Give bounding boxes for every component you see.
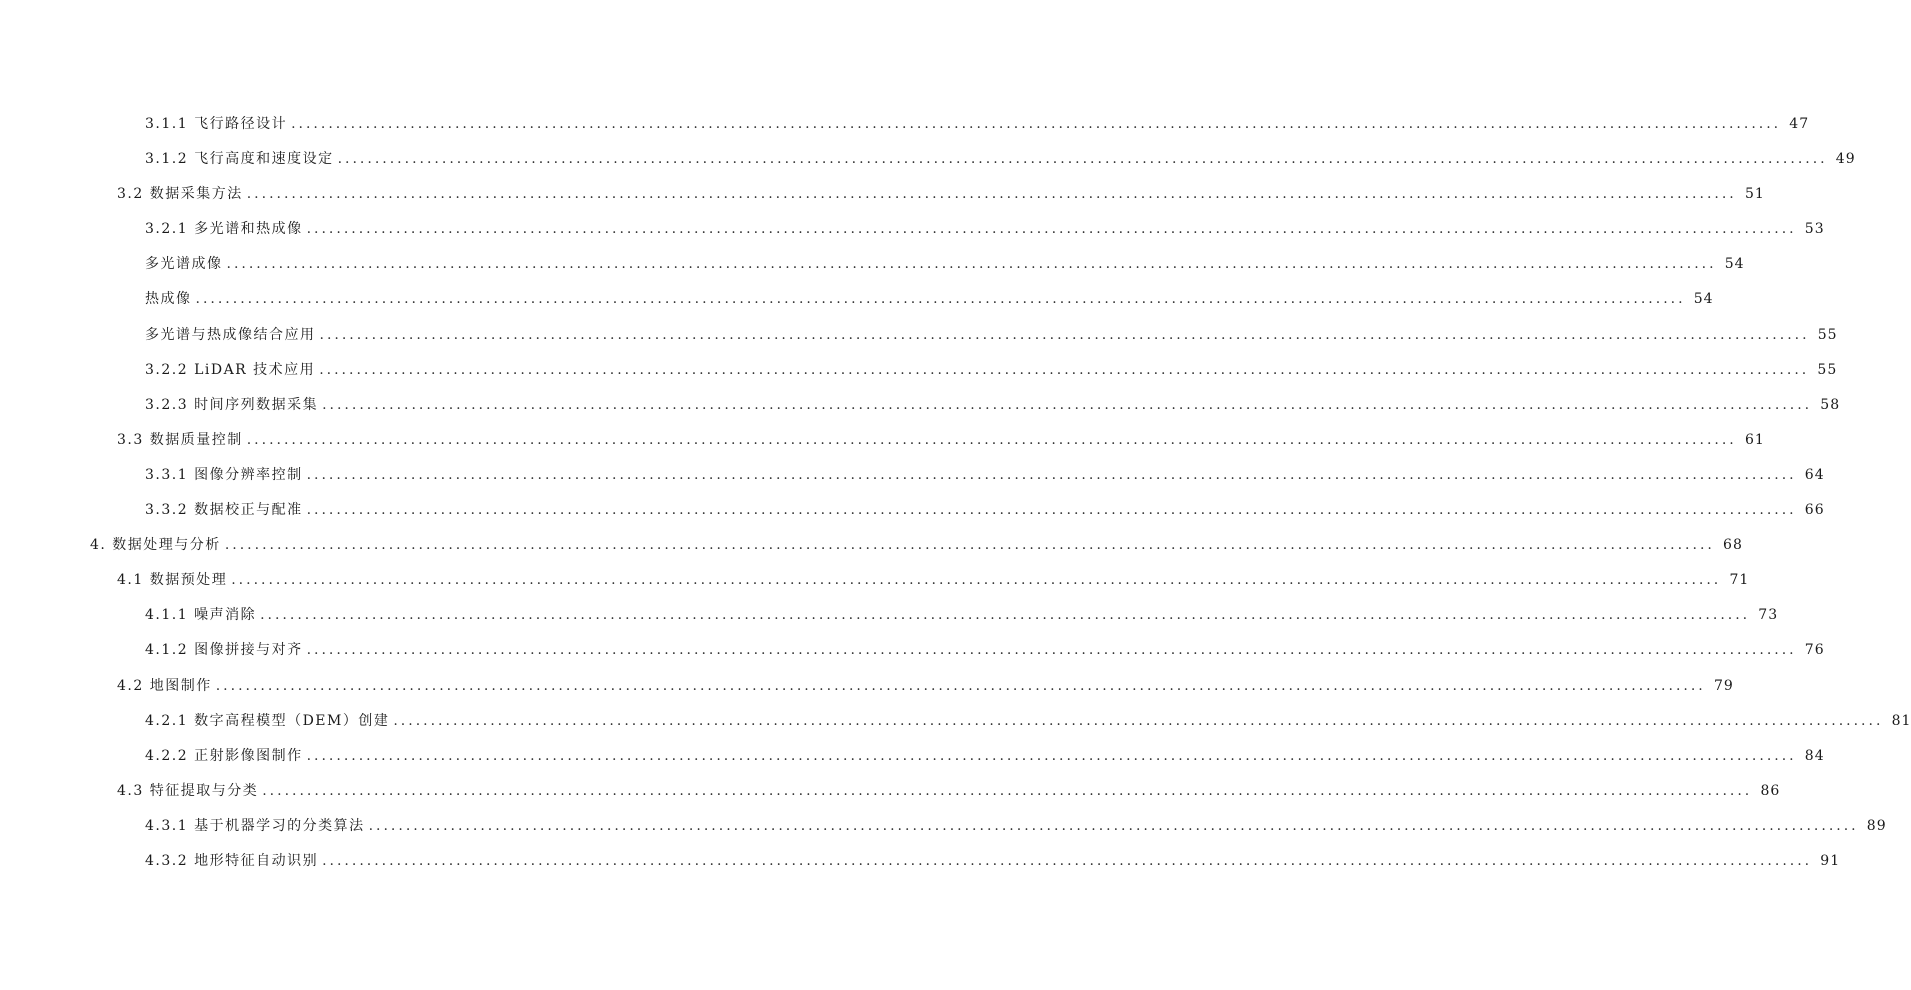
toc-leader-dots: ........................................................................................................................................................................................................ [262,782,1753,799]
toc-leader-dots: ........................................................................................................................................................................................................ [246,186,1737,203]
toc-leader-dots: ........................................................................................................................................................................................................ [322,852,1813,869]
toc-leader-dots: ........................................................................................................................................................................................................ [231,572,1722,589]
toc-entry-page: 79 [1713,677,1734,694]
toc-entry-page: 47 [1789,116,1810,132]
toc-leader-dots: ........................................................................................................................................................................................................ [224,537,1715,554]
toc-entry-title: 4.2 地图制作 [117,677,212,694]
toc-entry[interactable] [145,282,1714,317]
toc-entry-title: 3.3.1 图像分辨率控制 [145,466,303,483]
toc-leader-dots: ........................................................................................................................................................................................................ [306,221,1797,238]
toc-entry-title: 多光谱与热成像结合应用 [145,326,316,343]
toc-entry-page: 55 [1817,326,1838,343]
toc-entry[interactable] [117,774,1781,809]
toc-entry[interactable] [145,107,1810,142]
toc-entry[interactable] [145,704,1911,739]
toc-leader-dots: ........................................................................................................................................................................................................ [260,607,1751,624]
toc-entry-title: 4.1.1 噪声消除 [145,607,257,624]
toc-entry[interactable] [117,423,1765,458]
toc-leader-dots: ........................................................................................................................................................................................................ [306,466,1797,483]
toc-entry-page: 68 [1723,537,1743,554]
toc-entry-page: 73 [1758,607,1779,624]
toc-entry-title: 4.3 特征提取与分类 [117,782,259,799]
toc-entry[interactable] [145,388,1841,423]
toc-leader-dots: ........................................................................................................................................................................................................ [319,361,1810,378]
toc-entry-title: 3.1.2 飞行高度和速度设定 [145,151,334,168]
toc-entry-title: 3.2.2 LiDAR 技术应用 [145,361,316,378]
toc-entry[interactable] [117,177,1765,212]
toc-entry-page: 64 [1804,466,1825,483]
toc-entry[interactable] [90,528,1743,563]
toc-entry-page: 54 [1693,291,1714,308]
toc-leader-dots: ........................................................................................................................................................................................................ [322,396,1813,413]
toc-entry[interactable] [145,493,1825,528]
toc-entry[interactable] [145,844,1841,879]
toc-entry[interactable] [145,809,1887,844]
toc-entry-page: 49 [1835,151,1856,168]
toc-entry[interactable] [145,633,1825,668]
toc-entry-page: 76 [1804,642,1825,659]
toc-leader-dots: ........................................................................................................................................................................................................ [306,502,1797,519]
toc-entry-title: 4.1 数据预处理 [117,572,228,589]
toc-entry-page: 84 [1804,747,1825,764]
toc-entry-title: 4. 数据处理与分析 [90,537,221,554]
toc-entry[interactable] [117,669,1734,704]
toc-entry-page: 61 [1744,431,1765,448]
toc-leader-dots: ........................................................................................................................................................................................................ [393,712,1884,729]
toc-entry-page: 91 [1820,852,1841,869]
toc-entry-page: 71 [1729,572,1750,589]
toc-entry-title: 热成像 [145,291,192,308]
toc-entry-title: 3.2.3 时间序列数据采集 [145,396,319,413]
toc-leader-dots: ........................................................................................................................................................................................................ [246,431,1737,448]
toc-leader-dots: ........................................................................................................................................................................................................ [337,151,1828,168]
toc-entry-title: 4.2.2 正射影像图制作 [145,747,303,764]
toc-entry[interactable] [145,598,1779,633]
toc-entry-title: 4.1.2 图像拼接与对齐 [145,642,303,659]
toc-entry[interactable] [145,212,1825,247]
toc-entry-title: 3.3 数据质量控制 [117,431,243,448]
toc-entry-page: 86 [1760,782,1781,799]
toc-entry-page: 81 [1891,712,1911,729]
toc-entry-title: 3.2 数据采集方法 [117,186,243,203]
toc-entry-page: 89 [1866,817,1887,834]
table-of-contents [0,107,1911,879]
toc-leader-dots: ........................................................................................................................................................................................................ [215,677,1706,694]
toc-leader-dots: ........................................................................................................................................................................................................ [319,326,1810,343]
toc-entry-page: 55 [1817,361,1838,378]
toc-leader-dots: ........................................................................................................................................................................................................ [306,747,1797,764]
toc-entry-title: 4.3.1 基于机器学习的分类算法 [145,817,365,834]
toc-leader-dots: ........................................................................................................................................................................................................ [226,256,1717,273]
toc-leader-dots: ........................................................................................................................................................................................................ [195,291,1686,308]
toc-entry[interactable] [145,353,1838,388]
toc-entry-title: 4.2.1 数字高程模型（DEM）创建 [145,712,390,729]
toc-entry-title: 3.3.2 数据校正与配准 [145,502,303,519]
toc-entry-title: 3.1.1 飞行路径设计 [145,116,288,132]
toc-entry-page: 54 [1724,256,1745,273]
toc-entry[interactable] [117,563,1750,598]
toc-entry-title: 4.3.2 地形特征自动识别 [145,852,319,869]
toc-leader-dots: ........................................................................................................................................................................................................ [306,642,1797,659]
toc-entry-title: 3.2.1 多光谱和热成像 [145,221,303,238]
toc-entry-page: 51 [1744,186,1765,203]
toc-leader-dots: ........................................................................................................................................................................................................ [368,817,1859,834]
toc-entry[interactable] [145,318,1838,353]
toc-entry-page: 66 [1804,502,1825,519]
toc-entry-page: 58 [1820,396,1841,413]
toc-entry[interactable] [145,458,1825,493]
toc-leader-dots: ........................................................................................................................................................................................................ [291,116,1782,132]
toc-entry[interactable] [145,247,1745,282]
toc-entry[interactable] [145,739,1825,774]
toc-entry[interactable] [145,142,1856,177]
toc-entry-page: 53 [1804,221,1825,238]
toc-entry-title: 多光谱成像 [145,256,223,273]
